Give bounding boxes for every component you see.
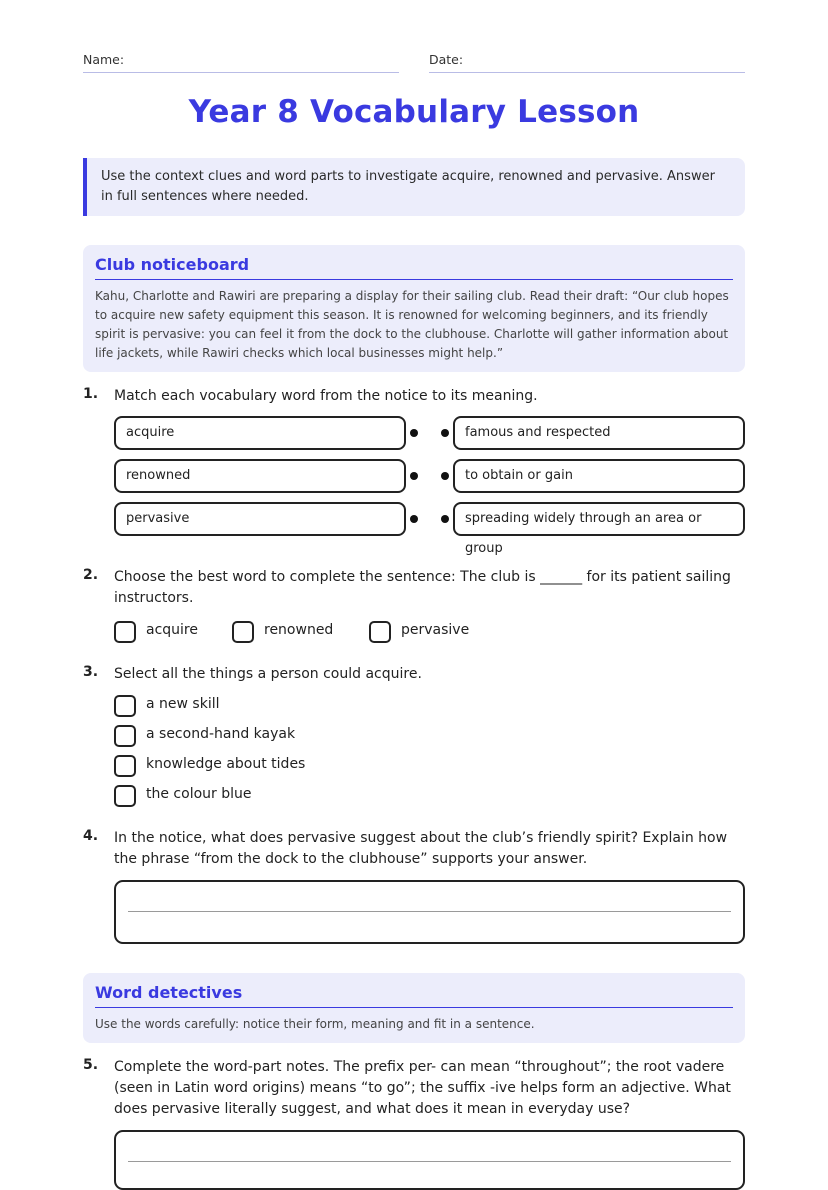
match-dot-left[interactable] xyxy=(410,472,418,480)
name-field[interactable] xyxy=(83,52,399,73)
question-number: 2. xyxy=(83,567,99,583)
header-fields xyxy=(83,52,745,74)
question-3 xyxy=(83,664,745,809)
checkbox[interactable] xyxy=(114,621,136,643)
question-5 xyxy=(83,1057,745,1171)
checkbox[interactable] xyxy=(232,621,254,643)
checkbox[interactable] xyxy=(114,785,136,807)
question-number: 3. xyxy=(83,664,99,680)
option-new-skill[interactable]: a new skill xyxy=(146,696,220,712)
option-colour-blue[interactable]: the colour blue xyxy=(146,786,252,802)
match-dot-right[interactable] xyxy=(441,515,449,523)
question-1 xyxy=(83,386,745,556)
match-word-pervasive[interactable]: pervasive xyxy=(114,502,406,536)
checkbox[interactable] xyxy=(114,695,136,717)
checkbox[interactable] xyxy=(114,725,136,747)
match-meaning-2[interactable]: to obtain or gain xyxy=(453,459,745,493)
question-text: Match each vocabulary word from the notice to its meaning. xyxy=(114,388,538,404)
option-tides[interactable]: knowledge about tides xyxy=(146,756,306,772)
noticeboard-panel xyxy=(83,245,745,372)
answer-box[interactable] xyxy=(114,880,745,944)
word-detectives-title: Word detectives xyxy=(95,983,733,1008)
instructions-callout: Use the context clues and word parts to investigate acquire, renowned and pervasive. Answer in full sentences where needed. xyxy=(83,158,745,216)
option-pervasive[interactable]: pervasive xyxy=(401,622,470,638)
match-dot-right[interactable] xyxy=(441,472,449,480)
checkbox[interactable] xyxy=(369,621,391,643)
option-kayak[interactable]: a second-hand kayak xyxy=(146,726,296,742)
answer-line xyxy=(128,911,731,912)
match-word-acquire[interactable]: acquire xyxy=(114,416,406,450)
match-dot-left[interactable] xyxy=(410,429,418,437)
page-title: Year 8 Vocabulary Lesson xyxy=(188,94,640,130)
name-label: Name: xyxy=(83,52,125,67)
word-detectives-panel xyxy=(83,973,745,1043)
match-dot-left[interactable] xyxy=(410,515,418,523)
question-text: Complete the word-part notes. The prefix per- can mean “throughout”; the root vadere (seen in Latin word origins) means “to go”; the suffix -ive helps form an adjective. What does pervasive literally suggest, and what does it mean in everyday use? xyxy=(114,1059,731,1117)
match-meaning-3[interactable]: spreading widely through an area or group xyxy=(453,502,745,536)
answer-box[interactable] xyxy=(114,1130,745,1190)
question-text: Choose the best word to complete the sentence: The club is ______ for its patient sailing instructors. xyxy=(114,569,731,606)
question-number: 5. xyxy=(83,1057,99,1073)
match-word-renowned[interactable]: renowned xyxy=(114,459,406,493)
checkbox[interactable] xyxy=(114,755,136,777)
match-dot-right[interactable] xyxy=(441,429,449,437)
question-text: Select all the things a person could acquire. xyxy=(114,666,422,682)
noticeboard-text: Kahu, Charlotte and Rawiri are preparing a display for their sailing club. Read their draft: “Our club hopes to acquire new safety equipment this season. It is renowned for welcoming beginners, and its friendly spirit is pervasive: you can feel it from the dock to the clubhouse. Charlotte will gather information about life jackets, while Rawiri checks which local businesses might help.” xyxy=(95,289,729,360)
question-text: In the notice, what does pervasive suggest about the club’s friendly spirit? Explain how the phrase “from the dock to the clubhouse” supports your answer. xyxy=(114,830,728,867)
question-4 xyxy=(83,828,745,946)
date-field[interactable] xyxy=(429,52,745,73)
question-number: 4. xyxy=(83,828,99,844)
answer-line xyxy=(128,1161,731,1162)
option-renowned[interactable]: renowned xyxy=(264,622,334,638)
noticeboard-title: Club noticeboard xyxy=(95,255,733,280)
question-2 xyxy=(83,567,745,647)
date-label: Date: xyxy=(429,52,464,67)
question-number: 1. xyxy=(83,386,99,402)
match-meaning-1[interactable]: famous and respected xyxy=(453,416,745,450)
word-detectives-text: Use the words carefully: notice their form, meaning and fit in a sentence. xyxy=(95,1017,535,1031)
option-acquire[interactable]: acquire xyxy=(146,622,198,638)
